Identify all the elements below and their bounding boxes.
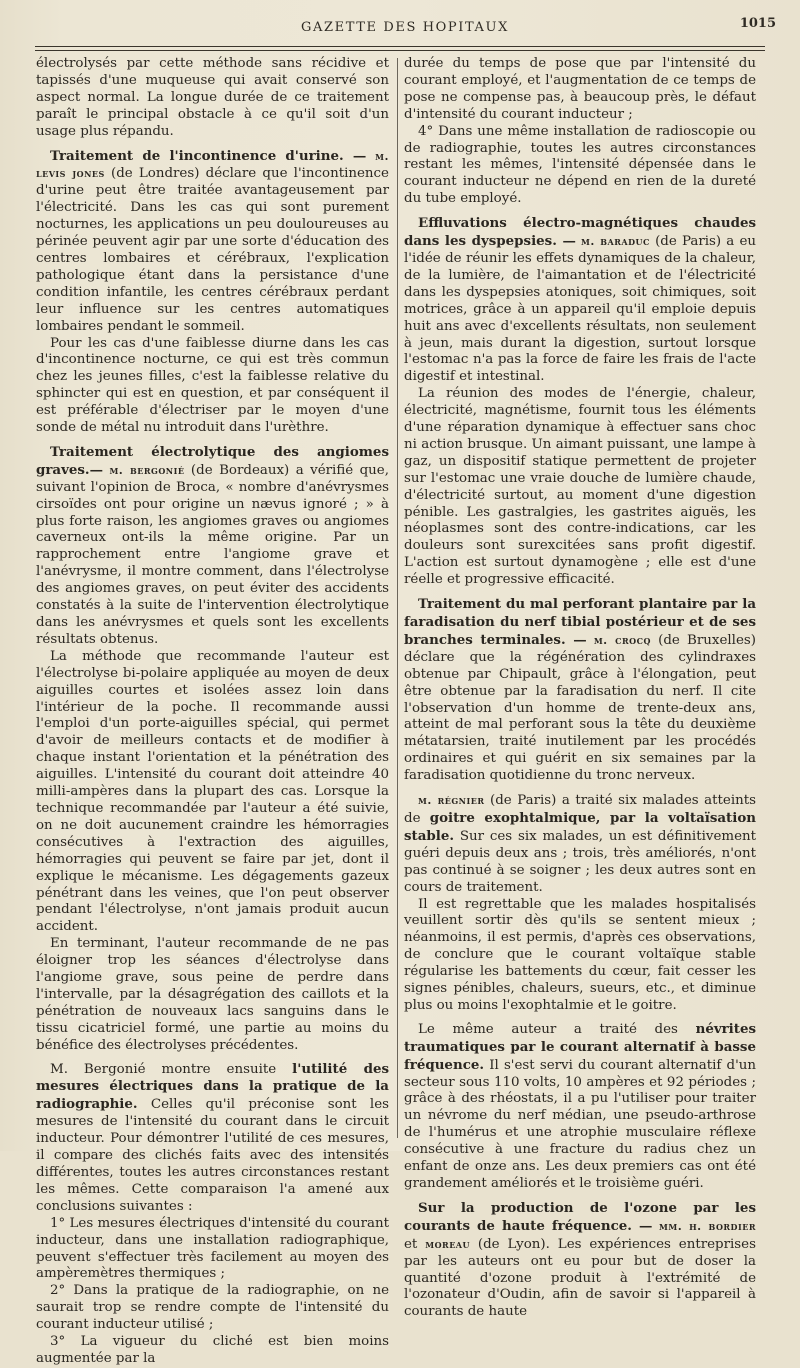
paragraph: La méthode que recommande l'auteur est l'électrolyse bi-polaire appliquée au moyen de deux aiguilles courtes et isolées assez loin dans l'intérieur de la poche. Il recommande aussi l'emploi d'un porte-aiguilles spécial, qui permet d'avoir de meilleurs contacts et de modifier à chaque instant l'orientation et la pénétration des aiguilles. L'intensité du courant doit atteindre 40 milli-ampères dans la plupart des cas. Lorsque la technique recommandée par l'auteur a été suivie, on ne doit aucunement craindre les hémorragies consécutives à l'extraction des aiguilles, hémorragies qui peuvent se faire par jet, dont il explique le mécanisme. Les dégagements gazeux pénétrant dans les veines, que l'on peut observer pendant l'électrolyse, n'ont jamais produit aucun accident.	[36, 648, 389, 935]
section-heading: Traitement électrolytique des angiomes graves.—	[36, 443, 389, 478]
author-name: m. levis jones	[36, 148, 389, 181]
paragraph-incontinence: Traitement de l'incontinence d'urine. — m. levis jones (de Londres) déclare que l'incontinence d'urine peut être traitée avantageusement par l'électricité. Dans les cas qui sont purement nocturnes, les applications un peu douloureuses au périnée peuvent agir par une sorte d'éducation des centres lombaires et cérébraux, l'explication pathologique étant dans la persistance d'une condition infantile, les centres cérébraux perdant leur influence sur les centres automatiques lombaires pendant le sommeil.	[36, 147, 389, 334]
list-item: 3° La vigueur du cliché est bien moins augmentée par la	[36, 1334, 389, 1366]
paragraph: électrolysés par cette méthode sans récidive et tapissés d'une muqueuse qui avait conservé son aspect normal. La longue durée de ce traitement paraît le principal obstacle à ce qu'il soit d'un usage plus répandu.	[36, 56, 389, 139]
author-name: moreau	[425, 1236, 470, 1251]
section-heading: Traitement du mal perforant plantaire par la faradisation du nerf tibial postérieur et de ses branches terminales. —	[404, 596, 756, 648]
paragraph-mal-perforant: Traitement du mal perforant plantaire par la faradisation du nerf tibial postérieur et de ses branches terminales. — m. crocq (de Bruxelles) déclare que la régénération des cylindraxes obtenue par Chipault, grâce à l'élongation, peut être obtenue par la faradisation du nerf. Il cite l'observation d'un homme de trente-deux ans, atteint de mal perforant sous la tête du deuxième métatarsien, traité inutilement par les procédés ordinaires et qui guérit en six semaines par la faradisation quotidienne du tronc nerveux.	[404, 596, 756, 784]
author-name: mm. h. bordier	[658, 1218, 756, 1233]
author-name: m. crocq	[593, 632, 651, 647]
page-header	[30, 16, 780, 40]
paragraph: La réunion des modes de l'énergie, chaleur, électricité, magnétisme, fournit tous les éléments d'une réparation dynamique à effectuer sans choc ni action brusque. Un aimant puissant, une lampe à gaz, un dispositif statique permettent de projeter sur l'estomac une vraie douche de lumière chaude, d'électricité surtout, au moment d'une digestion pénible. Les gastralgies, les gastrites aiguës, les néoplasmes sont des contre-indications, car les douleurs sont surexcitées sans profit digestif. L'action est surtout dynamogène ; elle est d'une réelle et progressive efficacité.	[404, 386, 756, 588]
section-heading: névrites traumatiques par le courant alternatif à basse fréquence.	[404, 1020, 756, 1073]
right-column	[404, 56, 756, 1321]
paragraph-ozone: Sur la production de l'ozone par les courants de haute fréquence. — mm. h. bordier et moreau (de Lyon). Les expériences entreprises par les auteurs ont eu pour but de doser la quantité d'ozone produit à l'extrémité de l'ozonateur d'Oudin, afin de savoir si l'appareil à courants de haute	[404, 1199, 756, 1320]
header-rule-bottom	[35, 50, 765, 51]
journal-title: GAZETTE DES HOPITAUX	[301, 20, 509, 35]
list-item: 2° Dans la pratique de la radiographie, on ne saurait trop se rendre compte de l'intensité du courant inducteur utilisé ;	[36, 1283, 389, 1333]
paragraph: durée du temps de pose que par l'intensité du courant employé, et l'augmentation de ce temps de pose ne compense pas, à beaucoup près, le défaut d'intensité du courant inducteur ;	[404, 56, 756, 122]
list-item: 4° Dans une même installation de radioscopie ou de radiographie, toutes les autres circonstances restant les mêmes, l'intensité dépensée dans le courant inducteur ne dépend en rien de la dureté du tube employé.	[404, 123, 756, 207]
paragraph-radiographie: M. Bergonié montre ensuite l'utilité des mesures électriques dans la pratique de la radiographie. Celles qu'il préconise sont les mesures de l'intensité du courant dans le circuit inducteur. Pour démontrer l'utilité de ces mesures, il compare des clichés faits avec des intensités différentes, toutes les autres circonstances restant les mêmes. Cette comparaison l'a amené aux conclusions suivantes :	[36, 1060, 390, 1214]
paragraph-angiomes: Traitement électrolytique des angiomes graves.— m. bergonié (de Bordeaux) a vérifié que, suivant l'opinion de Broca, « nombre d'anévrysmes cirsoïdes ont pour origine un nævus ignoré ; » à plus forte raison, les angiomes graves ou angiomes caverneux ont-ils la même origine. Par un rapprochement entre l'angiome grave et l'anévrysme, il montre comment, dans l'électrolyse des angiomes graves, on peut éviter des accidents constatés à la suite de l'intervention électrolytique dans les anévrysmes et quels sont les excellents résultats obtenus.	[36, 443, 389, 647]
page-number: 1015	[739, 16, 776, 31]
paragraph: Pour les cas d'une faiblesse diurne dans les cas d'incontinence nocturne, ce qui est très commun chez les jeunes filles, c'est la faiblesse relative du sphincter qui est en question, et par conséquent il est préférable d'électriser par le moyen d'une sonde de métal nu introduit dans l'urèthre.	[36, 335, 389, 436]
section-heading: Sur la production de l'ozone par les courants de haute fréquence. —	[404, 1199, 756, 1234]
section-heading: Effluvations électro-magnétiques chaudes dans les dyspepsies. —	[404, 215, 756, 250]
paragraph: En terminant, l'auteur recommande de ne pas éloigner trop les séances d'électrolyse dans l'angiome grave, sous peine de perdre dans l'intervalle, par la désagrégation des caillots et la pénétration de nouveaux lacs sanguins dans le tissu cicatriciel formé, une partie au moins du bénéfice des électrolyses précédentes.	[36, 936, 389, 1053]
author-name: m. baraduc	[581, 234, 650, 249]
section-heading: l'utilité des mesures électriques dans la pratique de la radiographie.	[36, 1060, 390, 1113]
header-rule-top	[35, 46, 765, 47]
paragraph-nevrites: Le même auteur a traité des névrites traumatiques par le courant alternatif à basse fréquence. Il s'est servi du courant alternatif d'un secteur sous 110 volts, 10 ampères et 92 périodes ; grâce à des rhéostats, il a pu l'utiliser pour traiter un névrome du nerf médian, une pseudo-arthrose de l'humérus et une atrophie musculaire réflexe consécutive à une fracture du radius chez un enfant de onze ans. Les deux premiers cas ont été grandement améliorés et le troisième guéri.	[404, 1020, 756, 1191]
paragraph-goitre: m. régnier (de Paris) a traité six malades atteints de goitre exophtalmique, par la voltaïsation stable. Sur ces six malades, un est définitivement guéri depuis deux ans ; trois, très améliorés, n'ont pas continué à se soigner ; les deux autres sont en cours de traitement.	[404, 793, 756, 895]
section-heading: goitre exophtalmique, par la voltaïsation stable.	[404, 809, 756, 844]
column-divider	[397, 58, 398, 1138]
author-name: m. bergonié	[109, 462, 185, 477]
paragraph-effluvations: Effluvations électro-magnétiques chaudes dans les dyspepsies. — m. baraduc (de Paris) a eu l'idée de réunir les effets dynamiques de la chaleur, de la lumière, de l'aimantation et de l'électricité dans les dyspepsies atoniques, soit chimiques, soit motrices, grâce à un appareil qu'il emploie depuis huit ans avec d'excellents résultats, non seulement à jeun, mais durant la digestion, surtout lorsque l'estomac n'a pas la force de faire les frais de l'acte digestif et intestinal.	[404, 215, 757, 385]
left-column	[36, 56, 389, 1368]
author-name: m. régnier	[418, 793, 485, 808]
section-heading: Traitement de l'incontinence d'urine. —	[50, 147, 367, 164]
paragraph: Il est regrettable que les malades hospitalisés veuillent sortir dès qu'ils se sentent mieux ; néanmoins, il est permis, d'après ces observations, de conclure que le courant voltaïque stable régularise les battements du cœur, fait cesser les signes pénibles, chaleurs, sueurs, etc., et diminue plus ou moins l'exophtalmie et le goitre.	[404, 896, 756, 1013]
list-item: 1° Les mesures électriques d'intensité du courant inducteur, dans une installation radiographique, peuvent s'effectuer très facilement au moyen des ampèremètres thermiques ;	[36, 1215, 389, 1282]
